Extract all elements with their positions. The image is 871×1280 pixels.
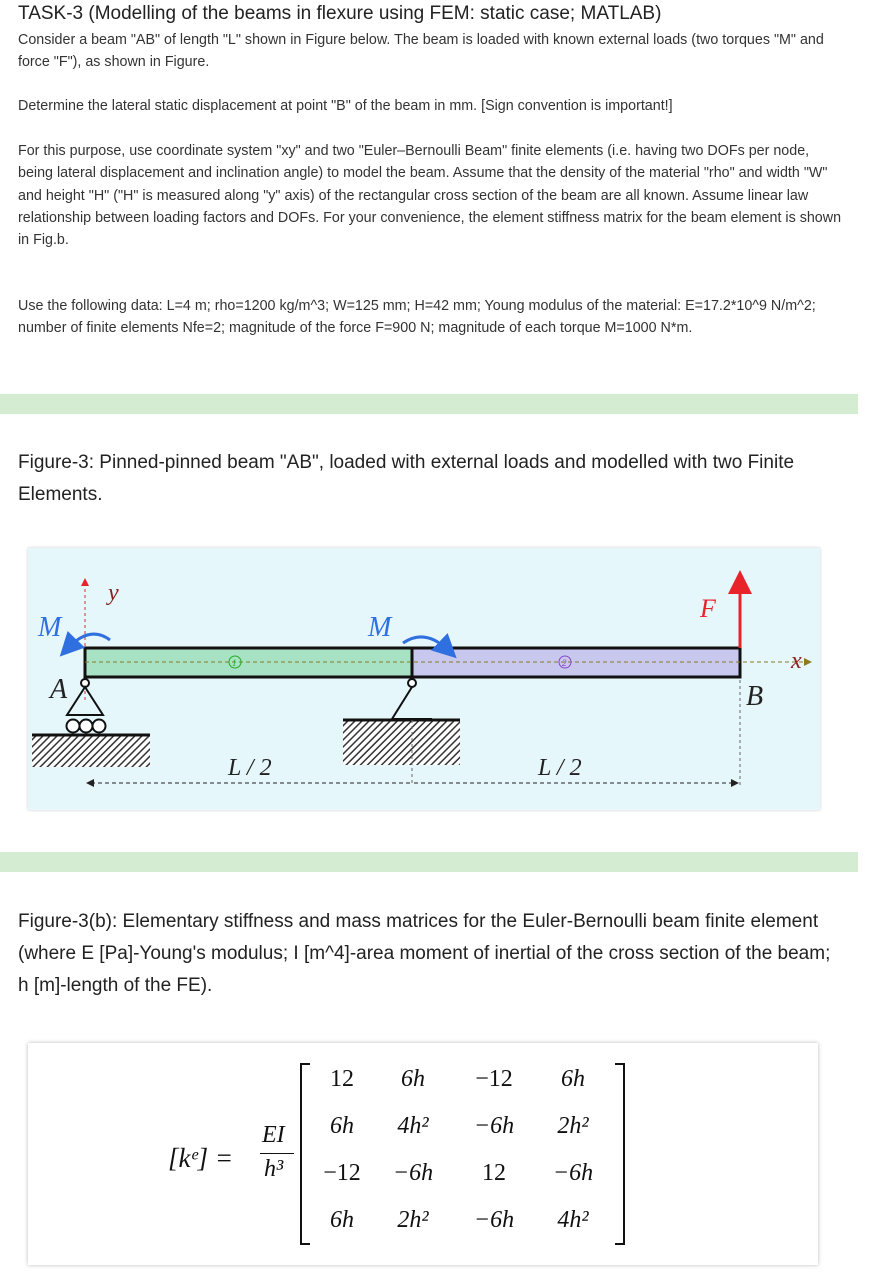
- matrix-cell: −12: [475, 1066, 513, 1092]
- dimension-2-label: L / 2: [538, 755, 582, 781]
- divider-band-2: [0, 852, 858, 872]
- matrix-cell: −6h: [473, 1113, 515, 1139]
- force-label: F: [700, 594, 716, 623]
- fraction-bar: [260, 1153, 294, 1154]
- stiffness-matrix: [310, 1066, 610, 1254]
- matrix-cell: 2h²: [557, 1113, 589, 1139]
- element-1-number: 1: [232, 658, 237, 668]
- figure3-caption: Figure-3: Pinned-pinned beam "AB", loaded with external loads and modelled with two Finite Elements.: [18, 452, 795, 505]
- matrix-cell: 6h: [401, 1066, 425, 1092]
- torque-middle-label: M: [368, 612, 392, 643]
- matrix-denominator: h³: [264, 1156, 284, 1182]
- paragraph-method: For this purpose, use coordinate system "xy" and two "Euler–Bernoulli Beam" finite elements (i.e. having two DOFs per node, being lateral displacement and inclination angle) to model the beam. Assume that the density of the material "rho" and width "W" and height "H" ("H" is measured along "y" axis) of the rectangular cross section of the beam are all known. Assume linear law relationship between loading factors and DOFs. For your convenience, the element stiffness matrix for the beam element is shown in Fig.b.: [18, 143, 842, 249]
- torque-a-label: M: [38, 612, 62, 643]
- matrix-cell: 4h²: [397, 1113, 429, 1139]
- matrix-lhs: [kᵉ] =: [168, 1143, 234, 1173]
- element-2-number: 2: [562, 658, 567, 668]
- matrix-cell: 4h²: [557, 1207, 589, 1233]
- x-axis-label: x: [791, 648, 802, 674]
- paragraph-data: Use the following data: L=4 m; rho=1200 kg/m^3; W=125 mm; H=42 mm; Young modulus of the material: E=17.2*10^9 N/m^2; number of finite elements Nfe=2; magnitude of the force F=900 N; magnitude of each torque M=1000 N*m.: [18, 298, 816, 337]
- paragraph-task: Determine the lateral static displacement at point "B" of the beam in mm. [Sign convention is important!]: [18, 98, 673, 114]
- matrix-numerator: EI: [262, 1122, 285, 1148]
- task-title: TASK-3 (Modelling of the beams in flexure using FEM: static case; MATLAB): [18, 3, 662, 24]
- matrix-cell: 12: [482, 1160, 506, 1186]
- matrix-left-bracket: [300, 1063, 310, 1245]
- point-a-label: A: [50, 674, 68, 705]
- point-b-label: B: [746, 681, 764, 712]
- y-axis-label: y: [108, 580, 119, 606]
- matrix-cell: 6h: [561, 1066, 585, 1092]
- dimension-1-label: L / 2: [228, 755, 272, 781]
- matrix-cell: 6h: [330, 1207, 354, 1233]
- matrix-cell: −6h: [392, 1160, 434, 1186]
- torque-a-arrow: [68, 634, 110, 648]
- matrix-cell: −6h: [552, 1160, 594, 1186]
- pinned-support-middle: [343, 679, 460, 765]
- matrix-cell: 2h²: [397, 1207, 429, 1233]
- matrix-cell: −6h: [473, 1207, 515, 1233]
- matrix-cell: 12: [330, 1066, 354, 1092]
- paragraph-intro: Consider a beam "AB" of length "L" shown in Figure below. The beam is loaded with known external loads (two torques "M" and force "F"), as shown in Figure.: [18, 32, 824, 71]
- matrix-right-bracket: [615, 1063, 625, 1245]
- matrix-cell: −12: [323, 1160, 361, 1186]
- matrix-cell: 6h: [330, 1113, 354, 1139]
- figure3b-caption: Figure-3(b): Elementary stiffness and mass matrices for the Euler-Bernoulli beam finite element (where E [Pa]-Young's modulus; I [m^4]-area moment of inertial of the cross section of the beam; h [m]-length of the FE).: [18, 911, 831, 996]
